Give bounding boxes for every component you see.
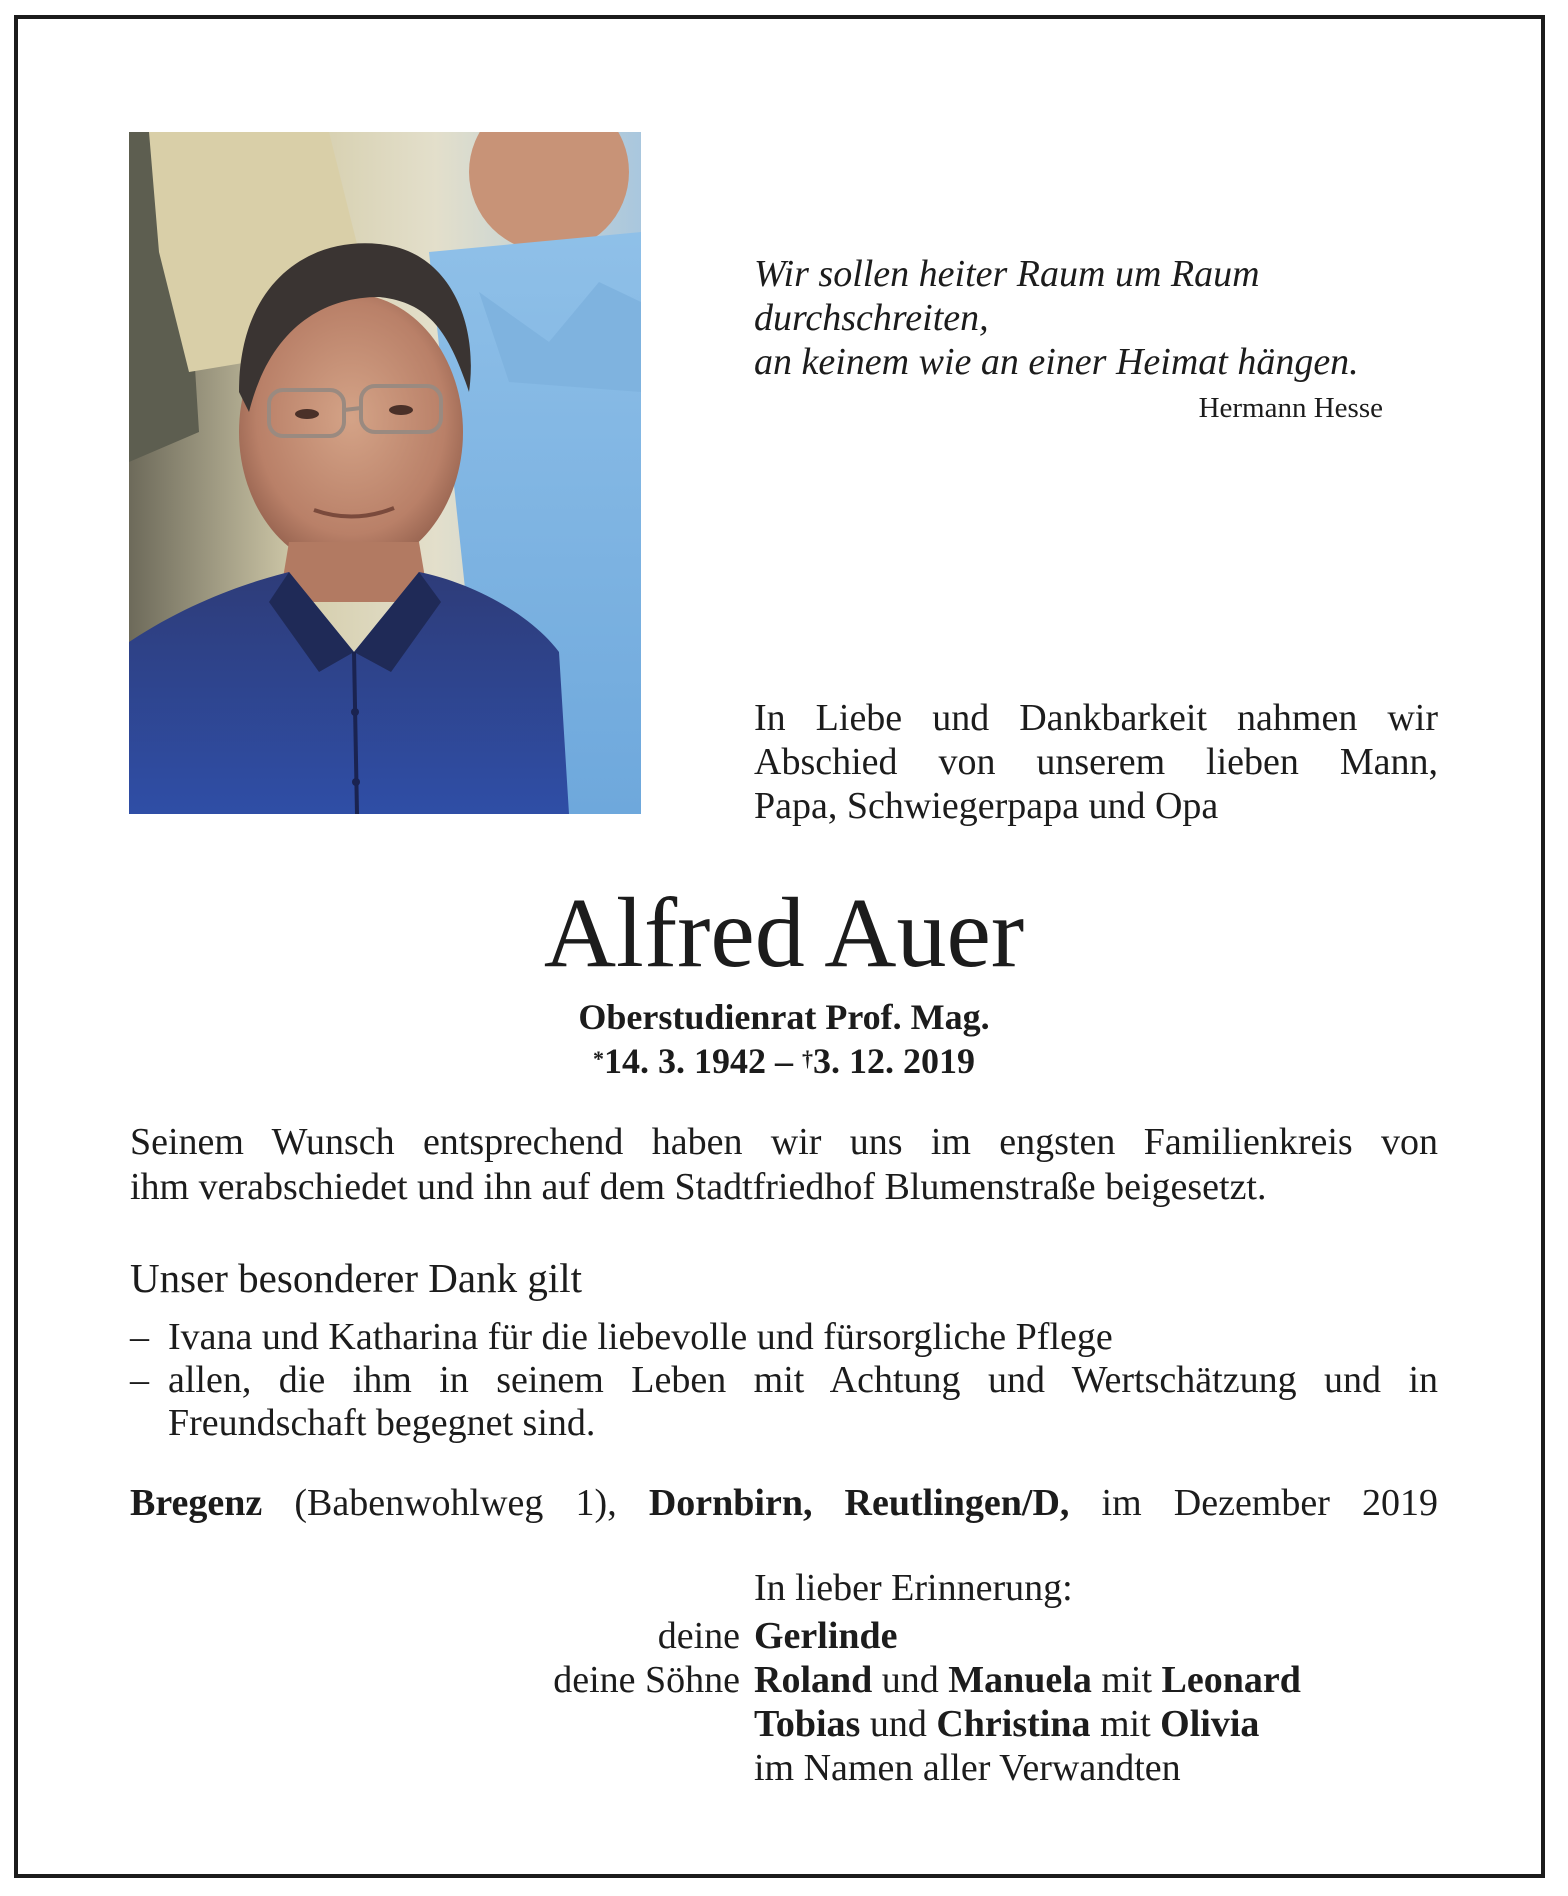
signer-row <box>500 1702 1301 1746</box>
signer-name: Manuela <box>948 1659 1092 1701</box>
quote-line: Wir sollen heiter Raum um Raum <box>754 253 1260 295</box>
quote-author: Hermann Hesse <box>1198 392 1383 424</box>
thanks-list <box>130 1316 1438 1445</box>
signers-block <box>500 1614 1301 1790</box>
death-symbol: † <box>802 1046 813 1071</box>
connector-text: und <box>872 1659 949 1701</box>
deceased-name: Alfred Auer <box>543 877 1025 988</box>
dash-bullet: – <box>130 1316 149 1358</box>
signer-role: deine <box>657 1615 740 1657</box>
address: (Babenwohlweg 1), <box>262 1482 649 1524</box>
thanks-item-text: Ivana und Katharina für die liebevolle und fürsorgliche Pflege <box>168 1316 1113 1358</box>
signer-name: Gerlinde <box>754 1615 898 1657</box>
connector-text: mit <box>1090 1703 1161 1745</box>
burial-text <box>130 1120 1438 1210</box>
city-bregenz: Bregenz <box>130 1482 263 1524</box>
date-text: im Dezember 2019 <box>1069 1482 1439 1524</box>
dash-bullet: – <box>130 1359 149 1401</box>
place-date-line <box>130 1480 1438 1526</box>
thanks-heading: Unser besonderer Dank gilt <box>130 1255 583 1301</box>
signer-name: Leonard <box>1161 1659 1301 1701</box>
cities: Dornbirn, Reutlingen/D, <box>648 1482 1070 1524</box>
burial-line: ihm verabschiedet und ihn auf dem Stadtfriedhof Blumenstraße beigesetzt. <box>130 1166 1267 1208</box>
memory-line: In lieber Erinnerung: <box>754 1567 1073 1609</box>
hesse-quote <box>754 252 1394 384</box>
date-separator: – <box>766 1041 802 1081</box>
burial-line: Seinem Wunsch entsprechend haben wir uns im engsten Familienkreis von <box>130 1121 1438 1163</box>
intro-line: Papa, Schwiegerpapa und Opa <box>754 785 1219 827</box>
signer-name: Olivia <box>1160 1703 1260 1745</box>
signer-row <box>500 1614 1301 1658</box>
quote-line: durchschreiten, <box>754 297 989 339</box>
signer-name: Roland <box>754 1659 873 1701</box>
death-date: 3. 12. 2019 <box>813 1041 975 1081</box>
signer-role: deine Söhne <box>553 1659 740 1701</box>
signer-name: Tobias <box>754 1703 861 1745</box>
deceased-title: Oberstudienrat Prof. Mag. <box>578 997 990 1037</box>
relatives-line: im Namen aller Verwandten <box>754 1747 1181 1789</box>
signer-row <box>500 1658 1301 1702</box>
thanks-item <box>130 1316 1438 1359</box>
intro-line: Abschied von unserem lieben Mann, <box>754 741 1438 783</box>
signer-name: Christina <box>936 1703 1091 1745</box>
connector-text: mit <box>1091 1659 1162 1701</box>
signer-row <box>500 1746 1301 1790</box>
life-dates <box>0 1038 1568 1084</box>
thanks-item <box>130 1359 1438 1445</box>
intro-text <box>754 696 1438 828</box>
birth-date: 14. 3. 1942 <box>604 1041 766 1081</box>
thanks-item-text: allen, die ihm in seinem Leben mit Achtung und Wertschätzung und in <box>168 1359 1438 1401</box>
birth-symbol: * <box>593 1046 604 1071</box>
thanks-item-text: Freundschaft begegnet sind. <box>168 1402 596 1444</box>
connector-text: und <box>860 1703 937 1745</box>
portrait-photo <box>129 132 641 814</box>
quote-line: an keinem wie an einer Heimat hängen. <box>754 341 1359 383</box>
intro-line: In Liebe und Dankbarkeit nahmen wir <box>754 697 1438 739</box>
